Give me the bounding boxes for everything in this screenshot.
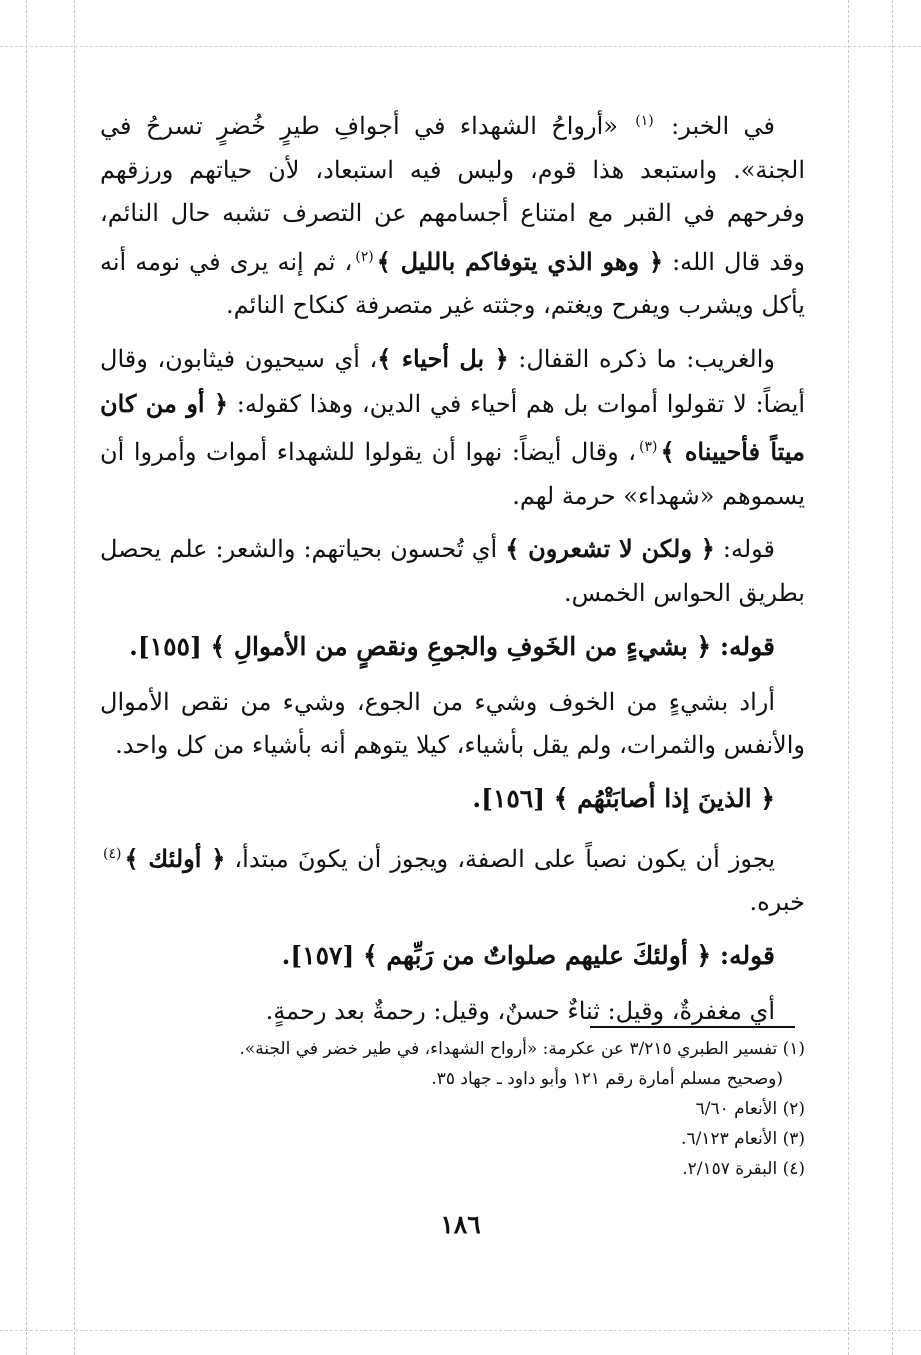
footnote-ref[interactable]: (٣) — [639, 439, 658, 456]
paragraph-7 — [100, 833, 805, 925]
footnote-ref[interactable]: (٤) — [103, 845, 122, 862]
text: أي تُحسون بحياتهم: والشعر: علم يحصل بطريق الحواس الخمس. — [100, 535, 805, 607]
text: ، أي سيحيون فيثابون، وقال أيضاً: لا تقولوا أموات بل هم أحياء في الدين، وهذا كقوله: — [100, 344, 806, 418]
text: ، وقال أيضاً: نهوا أن يقولوا للشهداء أموات وأمروا أن يسموهم «شهداء» حرمة لهم. — [100, 438, 805, 510]
footnote-1: (١) تفسير الطبري ٣/٢١٥ عن عكرمة: «أرواح الشهداء، في طير خضر في الجنة». — [239, 1039, 805, 1059]
verse-heading-157: قوله: ﴿ أولئكَ عليهم صلواتٌ من رَبِّهم ﴾ [١٥٧]. — [281, 940, 775, 970]
text: «أرواحُ الشهداء في أجوافِ طيرٍ خُضرٍ تسرحُ في الجنة». واستبعد هذا قوم، وليس فيه استبعاد، لأن حياتهم ورزقهم وفرحهم في القبر مع امتناع أجسامهم عن التصرف تشبه حال النائم، وقد قال الله: — [100, 112, 805, 276]
text: خبره. — [749, 888, 805, 917]
page-number: ١٨٦ — [440, 1210, 481, 1239]
footnote-ref[interactable]: (٢) — [355, 248, 374, 265]
footnote-2: (٢) الأنعام ٦/٦٠ — [695, 1099, 805, 1119]
paragraph-3 — [100, 527, 805, 615]
quran-quote: ﴿ أو من كان ميتاً فأحييناه ﴾ — [100, 388, 805, 467]
footnote-separator — [590, 1026, 795, 1028]
text: ، ثم إنه يرى في نومه أنه يأكل ويشرب ويفرح ويغتم، وجثته غير متصرفة كنكاح النائم. — [100, 247, 805, 320]
footnote-ref[interactable]: (١) — [635, 113, 654, 129]
footnote-3: (٣) الأنعام ٦/١٢٣. — [681, 1129, 805, 1149]
page-body — [100, 100, 805, 1043]
footnotes — [100, 1034, 805, 1184]
text: قوله: — [714, 535, 775, 564]
verse-heading-156: ﴿ الذينَ إذا أصابَتْهُم ﴾ [١٥٦]. — [472, 783, 775, 813]
footnote-4: (٤) البقرة ٢/١٥٧. — [682, 1159, 805, 1179]
quran-quote: ﴿ أولئك ﴾ — [124, 843, 226, 873]
verse-heading-155: قوله: ﴿ بشيءٍ من الخَوفِ والجوعِ ونقصٍ من الأموالِ ﴾ [١٥٥]. — [129, 631, 775, 661]
footnote-1-continued: (وصحيح مسلم أمارة رقم ١٢١ وأبو داود ـ جهاد ٣٥. — [431, 1069, 783, 1089]
quran-quote: ﴿ ولكن لا تشعرون ﴾ — [505, 534, 715, 564]
text: أي مغفرةٌ، وقيل: ثناءٌ حسنٌ، وقيل: رحمةٌ بعد رحمةٍ. — [265, 996, 775, 1025]
text: والغريب: ما ذكره القفال: — [508, 344, 776, 373]
paragraph-2 — [100, 337, 805, 518]
text: في الخبر: — [656, 112, 775, 140]
paragraph-1 — [100, 100, 805, 328]
text: أراد بشيءٍ من الخوف وشيء من الجوع، وشيء من نقص الأموال والأنفس والثمرات، ولم يقل بأشياء، كيلا يتوهم أنه بأشياء من كل واحد. — [100, 687, 805, 760]
text: يجوز أن يكون نصباً على الصفة، ويجوز أن يكونَ مبتدأ، — [225, 844, 776, 873]
quran-quote: ﴿ وهو الذي يتوفاكم بالليل ﴾ — [376, 246, 664, 276]
paragraph-5 — [100, 681, 805, 768]
quran-quote: ﴿ بل أحياء ﴾ — [377, 343, 509, 373]
